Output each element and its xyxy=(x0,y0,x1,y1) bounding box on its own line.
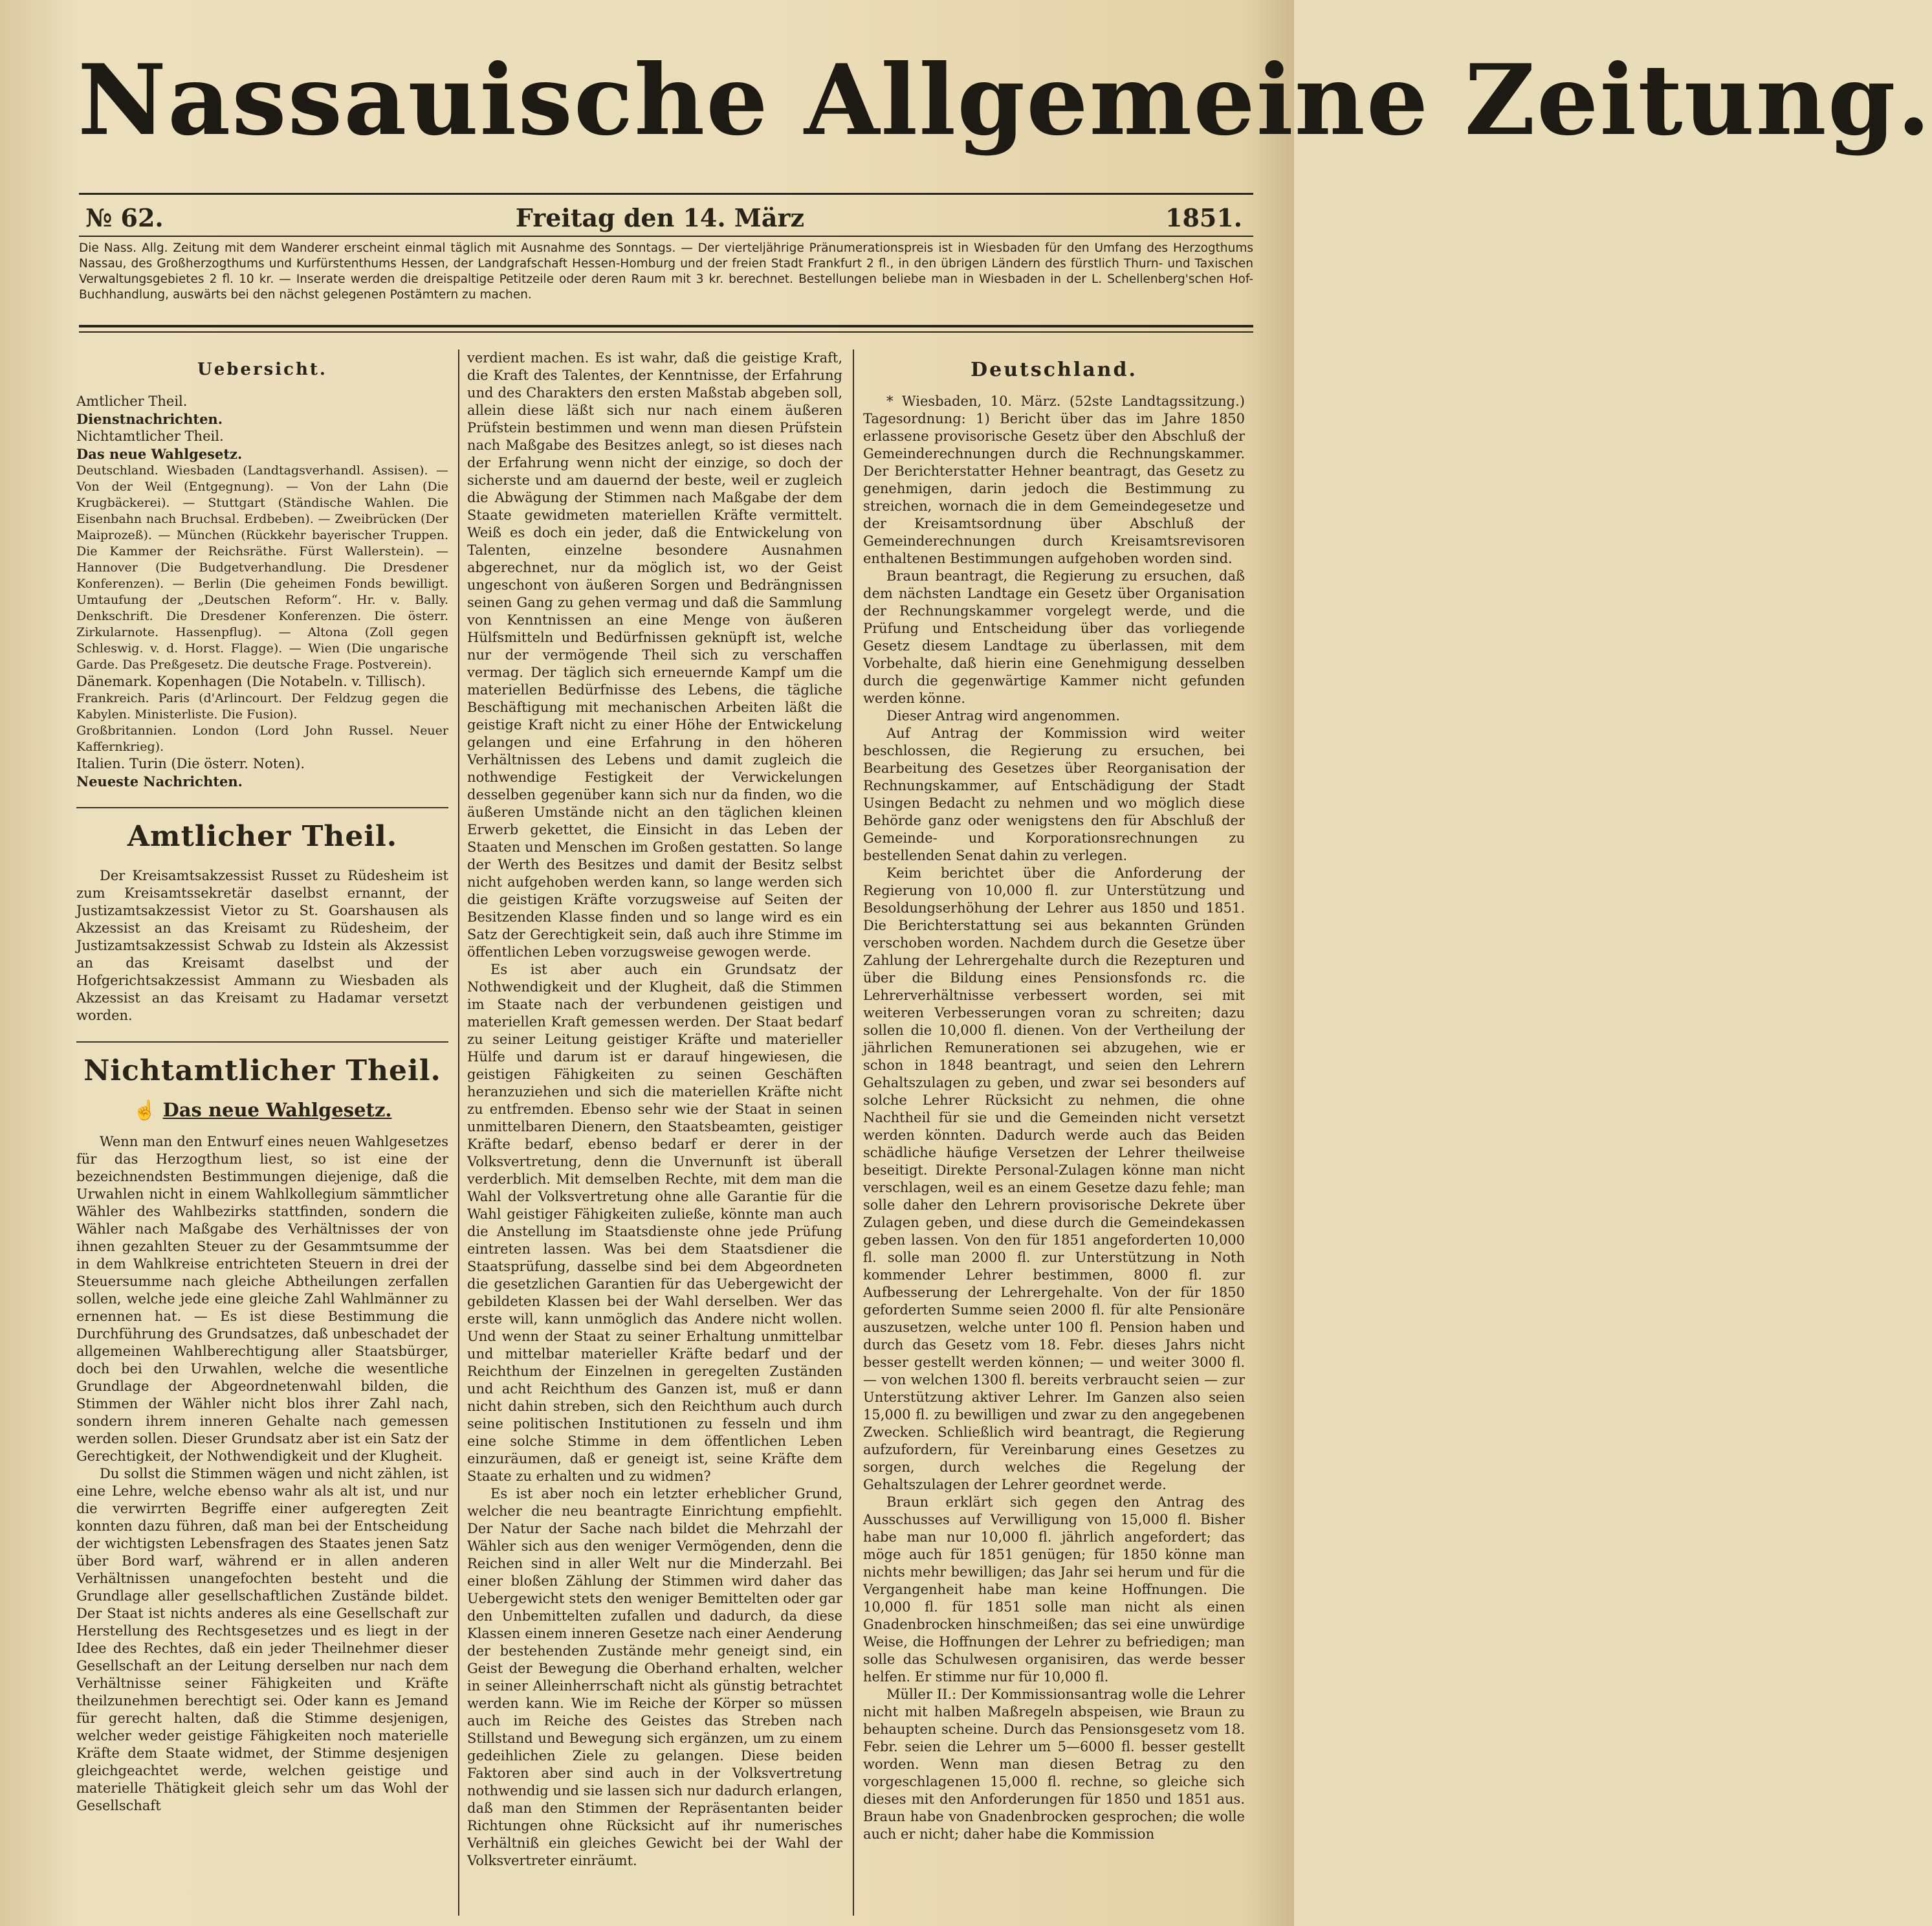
official-section-title: Amtlicher Theil. xyxy=(127,820,398,853)
report-paragraph: Dieser Antrag wird angenommen. xyxy=(886,708,1121,724)
article-title-text: Das neue Wahlgesetz. xyxy=(162,1099,392,1121)
notice-rule-2 xyxy=(79,331,1253,333)
masthead-title: Nassauische Allgemeine Zeitung. xyxy=(78,43,1932,157)
notice-rule-1 xyxy=(79,325,1253,327)
article-title xyxy=(76,1101,448,1119)
official-notice-text: Der Kreisamtsakzessist Russet zu Rüdesheim ist zum Kreisamtssekretär daselbst ernannt, der Justizamtsakzessist Vietor zu St. Goarshausen als Akzessist an das Kreisamt zu Rüdesheim, der Justizamtsakzessist Schwab zu Idstein als Akzessist an das Kreisamt daselbst und der Hofgerichtsakzessist Ammann zu Wiesbaden als Akzessist an das Kreisamt zu Hadamar versetzt worden. xyxy=(76,868,448,1023)
column-1 xyxy=(76,349,448,1916)
issue-number: № 62. xyxy=(85,203,164,232)
dateline-rule xyxy=(79,236,1253,237)
article-paragraph: Du sollst die Stimmen wägen und nicht zählen, ist eine Lehre, welche ebenso wahr als alt ist, und nur die verwirrten Begriffe einer aufgeregten Zeit konnten dazu führen, daß man bei der Entscheidung der wichtigsten Lebensfragen des Staates jenen Satz über Bord warf, während er in allen anderen Verhältnissen unangefochten besteht und die Grundlage aller gesellschaftlichen Zustände bildet. Der Staat ist nichts anderes als eine Gesellschaft zur Herstellung des Rechtsgesetzes und es liegt in der Idee des Rechtes, daß ein jeder Theilnehmer dieser Gesellschaft an der Leitung derselben nur nach dem Verhältnisse seiner Fähigkeiten und Kräfte theilzunehmen berechtigt sei. Oder kann es Jemand für gerecht halten, daß die Stimme desjenigen, welcher weder geistige Fähigkeiten noch materielle Kräfte dem Staate widmet, der Stimme desjenigen gleichgeachtet werde, welchen geistige und materielle Thätigkeit gleich sehr um das Wohl der Gesellschaft xyxy=(76,1466,448,1813)
table-of-contents xyxy=(76,393,448,790)
report-paragraph: Braun beantragt, die Regierung zu ersuchen, daß dem nächsten Landtage ein Gesetz über Organisation der Rechnungskammer vorgelegt werde, und die Prüfung und Entscheidung über das vorliegende Gesetz diesem Landtage zu überlassen, mit dem Vorbehalte, daß hierin eine Genehmigung desselben durch die gegenwärtige Kammer nicht gefunden werden könne. xyxy=(863,568,1245,706)
toc-item: Amtlicher Theil. xyxy=(76,393,188,409)
issue-date: Freitag den 14. März xyxy=(515,203,805,232)
report-paragraph: * Wiesbaden, 10. März. (52ste Landtagssitzung.) Tagesordnung: 1) Bericht über das im Jahre 1850 erlassene provisorische Gesetz über den Abschluß der Gemeinderechnungen durch die Rechnungskammer. Der Berichterstatter Hehner beantragt, das Gesetz zu genehmigen, darin jedoch die Bestimmung zu streichen, wornach die in dem Gemeindegesetze und der Kreisamtsordnung über Abschluß der Gemeinderechnungen durch Kreisamtsrevisoren enthaltenen Bestimmungen aufgehoben worden sind. xyxy=(863,393,1245,566)
toc-item: Das neue Wahlgesetz. xyxy=(76,446,243,462)
article-paragraph: Es ist aber noch ein letzter erheblicher Grund, welcher die neu beantragte Einrichtung empfiehlt. Der Natur der Sache nach bildet die Mehrzahl der Wähler sich aus den weniger Vermögenden, denn die Reichen sind in aller Welt nur die Minderzahl. Bei einer bloßen Zählung der Stimmen wird daher das Uebergewicht stets den weniger Bemittelten oder gar den Unbemittelten zufallen und dadurch, da diese Klassen einem inneren Gesetze nach einer Aenderung der bestehenden Zustände mehr geneigt sind, ein Geist der Bewegung die Oberhand erhalten, welcher in seiner Alleinherrschaft nicht als günstig betrachtet werden kann. Wie im Reiche der Körper so müssen auch im Reiche des Geistes das Streben nach Stillstand und Bewegung sich ergänzen, um zu einem gedeihlichen Ziele zu gelangen. Diese beiden Faktoren aber sind auch in der Volksvertretung nothwendig und sie lassen sich nur dadurch erlangen, daß man den Stimmen der Repräsentanten beider Richtungen ohne Rücksicht auf ihr numerisches Verhältniß ein gleiches Gewicht bei der Wahl der Volksvertreter einräumt. xyxy=(467,1486,842,1868)
report-paragraph: Müller II.: Der Kommissionsantrag wolle die Lehrer nicht mit halben Maßregeln abspeisen, wie Braun zu behaupten scheine. Durch das Pensionsgesetz vom 18. Febr. seien die Lehrer um 5—6000 fl. besser gestellt worden. Wenn man diesen Betrag zu den vorgeschlagenen 15,000 fl. rechne, so gleiche sich dieses mit den Anforderungen für 1850 und 1851 aus. Braun habe von Gnadenbrocken gesprochen; die wolle auch er nicht; daher habe die Kommission xyxy=(863,1687,1245,1842)
nonofficial-section-title: Nichtamtlicher Theil. xyxy=(83,1054,441,1087)
column-divider-2 xyxy=(853,349,854,1916)
toc-item: Großbritannien. London (Lord John Russel. Neuer Kaffernkrieg). xyxy=(76,724,448,754)
report-paragraph: Keim berichtet über die Anforderung der Regierung von 10,000 fl. zur Unterstützung und Besoldungserhöhung der Lehrer aus 1850 und 1851. Die Berichterstattung sei aus bekannten Gründen verschoben worden. Nachdem durch die Gesetze über Zahlung der Lehrergehalte durch die Rezepturen und über die Bildung eines Pensionsfonds rc. die Lehrerverhältnisse verbessert worden, sei mit weiteren Verbesserungen voran zu schreiten; dazu sollen die 10,000 fl. dienen. Von der Vertheilung der jährlichen Remunerationen sei abzugehen, wie er schon in 1848 beantragt, und seien den Lehrern Gehaltszulagen zu geben, und zwar sei besonders auf solche Lehrer Rücksicht zu nehmen, die ohne Nachtheil für sie und die Gemeinden nicht versetzt werden könnten. Dadurch werde auch das Beiden schädliche häufige Versetzen der Lehrer theilweise beseitigt. Direkte Personal-Zulagen könne man nicht verschlagen, weil es an einem Gesetze dazu fehle; man solle daher den Lehrern provisorische Dekrete über Zulagen geben, und diese durch die Gemeindekassen geben lassen. Von den für 1851 angeforderten 10,000 fl. solle man 2000 fl. zur Unterstützung in Noth kommender Lehrer bestimmen, 8000 fl. zur Aufbesserung der Lehrergehalte. Von der für 1850 geforderten Summe seien 2000 fl. für alte Pensionäre auszusetzen, welche unter 100 fl. Pension haben und durch das Gesetz vom 18. Febr. dieses Jahrs nicht besser gestellt werden können; — und weiter 3000 fl. — von welchen 1300 fl. bereits verbraucht seien — zur Unterstützung aktiver Lehrer. Im Ganzen also seien 15,000 fl. zu bewilligen und zwar zu den angegebenen Zwecken. Schließlich wird beantragt, die Regierung aufzufordern, für Vereinbarung eines Gesetzes zu sorgen, durch welches die Regelung der Gehaltszulagen der Lehrer geordnet werde. xyxy=(863,865,1245,1492)
column-divider-1 xyxy=(458,349,459,1916)
hand-pointer-icon: ☝ xyxy=(133,1099,157,1121)
toc-item: Frankreich. Paris (d'Arlincourt. Der Feldzug gegen die Kabylen. Ministerliste. Die Fusion). xyxy=(76,691,448,722)
report-paragraph: Auf Antrag der Kommission wird weiter beschlossen, die Regierung zu ersuchen, bei Bearbeitung des Gesetzes über Reorganisation der Rechnungskammer, auf Entschädigung der Stadt Usingen Bedacht zu nehmen und wo möglich diese Behörde ganz oder wenigstens den für Abschluß der Gemeinde- und Korporationsrechnungen zu bestellenden Senat dahin zu verlegen. xyxy=(863,725,1245,863)
subscription-notice: Die Nass. Allg. Zeitung mit dem Wanderer erscheint einmal täglich mit Ausnahme des Sonntags. — Der vierteljährige Pränumerationspreis ist in Wiesbaden für den Umfang des Herzogthums Nassau, des Großherzogthums und Kurfürstenthums Hessen, der Landgrafschaft Hessen-Homburg und der freien Stadt Frankfurt 2 fl., in den übrigen Ländern des fürstlich Thurn- und Taxischen Verwaltungsgebietes 2 fl. 10 kr. — Inserate werden die dreispaltige Petitzeile oder deren Raum mit 3 kr. berechnet. Bestellungen beliebe man in Wiesbaden in der L. Schellenberg'schen Hof-Buchhandlung, auswärts bei den nächst gelegenen Postämtern zu machen. xyxy=(79,241,1253,302)
article-paragraph: verdient machen. Es ist wahr, daß die geistige Kraft, die Kraft des Talentes, der Kenntnisse, der Erfahrung und des Charakters den ersten Maßstab abgeben soll, allein diese läßt sich nur nach einem äußeren Prüfstein bestimmen und wenn man diesen Prüfstein nach Maßgabe des Besitzes anlegt, so ist dieses nach der Erfahrung wenn nicht der einzige, so doch der sicherste und am dauernd der beste, weil er zugleich die Abwägung der Stimmen nach Maßgabe der dem Staate gewidmeten materiellen Kräfte vermittelt. Weiß es doch ein jeder, daß die Entwickelung von Talenten, einzelne besondere Ausnahmen abgerechnet, nur da möglich ist, wo der Geist ungeschont von äußeren Sorgen und Bedrängnissen seinen Gang zu gehen vermag und daß die Sammlung von Kenntnissen an eine Menge von äußeren Hülfsmitteln und Bedürfnissen geknüpft ist, welche nur der vermögende Theil sich zu verschaffen vermag. Der täglich sich erneuernde Kampf um die materiellen Bedürfnisse des Lebens, die tägliche Beschäftigung mit mechanischen Arbeiten läßt die geistige Kraft nicht zu einer Höhe der Entwickelung gelangen und eine Erfahrung in den höheren Verhältnissen des Lebens und damit zugleich die nothwendige Festigkeit der Verwickelungen desselben gegenüber kann sich nur da finden, wo die äußeren Umstände nicht an den täglichen kleinen Erwerb gekettet, die Einsicht in das Leben der Staaten und Menschen im Großen gestatten. So lange der Werth des Besitzes und damit der Besitz selbst nicht aufgehoben werden kann, so lange werden sich die geistigen Kräfte vorzugsweise auf Seiten der Besitzenden Klasse finden und so lange wird es ein Satz der Gerechtigkeit sein, daß auch ihre Stimme im öffentlichen Leben vorzugsweise gewogen werde. xyxy=(467,350,842,960)
toc-item: Neueste Nachrichten. xyxy=(76,773,243,790)
masthead-rule-top xyxy=(79,193,1253,195)
toc-item: Nichtamtlicher Theil. xyxy=(76,428,224,444)
column-2 xyxy=(467,349,842,1916)
issue-year: 1851. xyxy=(1165,203,1242,232)
toc-item: Dienstnachrichten. xyxy=(76,411,223,427)
report-paragraph: Braun erklärt sich gegen den Antrag des Ausschusses auf Verwilligung von 15,000 fl. Bisher habe man nur 10,000 fl. jährlich angefordert; das möge auch für 1851 genügen; für 1850 könne man nichts mehr bewilligen; das Jahr sei herum und für die Vergangenheit habe man keine Hoffnungen. Die 10,000 fl. für 1851 solle man nicht als einen Gnadenbrocken hinschmeißen; das sei eine unwürdige Weise, die Hoffnungen der Lehrer zu befriedigen; man solle das Schulwesen organisiren, das werde besser helfen. Er stimme nur für 10,000 fl. xyxy=(863,1494,1245,1685)
section-divider xyxy=(76,1041,448,1043)
toc-item: Deutschland. Wiesbaden (Landtagsverhandl. Assisen). — Von der Weil (Entgegnung). — Von der Lahn (Die Krugbäckerei). — Stuttgart (Ständische Wahlen. Die Eisenbahn nach Bruchsal. Erdbeben). — Zweibrücken (Der Maiprozeß). — München (Rückkehr bayerischer Truppen. Die Kammer der Reichsräthe. Fürst Wallerstein). — Hannover (Die Budgetverhandlung. Die Dresdener Konferenzen). — Berlin (Die geheimen Fonds bewilligt. Umtaufung der „Deutschen Reform“. Hr. v. Bally. Denkschrift. Die Dresdener Konferenzen. Die österr. Zirkularnote. Hassenpflug). — Altona (Zoll gegen Schleswig. v. d. Horst. Flagge). — Wien (Die ungarische Garde. Das Preßgesetz. Die deutsche Frage. Postverein). xyxy=(76,463,448,672)
article-paragraph: Wenn man den Entwurf eines neuen Wahlgesetzes für das Herzogthum liest, so ist eine der bezeichnendsten Bestimmungen diejenige, daß die Urwahlen nicht in einem Wahlkollegium sämmtlicher Wähler des Wahlbezirks stattfinden, sondern die Wähler nach Maßgabe des Verhältnisses der von ihnen gezahlten Steuer zu der Gesammtsumme der in dem Wahlkreise entrichteten Steuern in drei der Steuersumme nach gleiche Abtheilungen zerfallen sollen, welche jede eine gleiche Zahl Wahlmänner zu ernennen hat. — Es ist diese Bestimmung die Durchführung des Grundsatzes, daß unbeschadet der allgemeinen Wahlberechtigung aller Staatsbürger, doch bei den Urwahlen, welche die wesentliche Grundlage der Abgeordnetenwahl bilden, die Stimmen der Wähler nicht blos ihrer Zahl nach, sondern ihrem inneren Gehalte nach gemessen werden sollen. Dieser Grundsatz aber ist ein Satz der Gerechtigkeit, der Nothwendigkeit und der Klugheit. xyxy=(76,1134,448,1464)
toc-item: Dänemark. Kopenhagen (Die Notabeln. v. Tillisch). xyxy=(76,674,426,689)
column-3 xyxy=(863,349,1245,1916)
overview-title: Uebersicht. xyxy=(197,360,327,379)
toc-item: Italien. Turin (Die österr. Noten). xyxy=(76,756,305,771)
article-paragraph: Es ist aber auch ein Grundsatz der Nothwendigkeit und der Klugheit, daß die Stimmen im Staate nach der verbundenen geistigen und materiellen Kraft gemessen werden. Der Staat bedarf zu seiner Leitung geistiger Kräfte und materieller Hülfe und darum ist er darauf hingewiesen, die geistigen Fähigkeiten zu seinen Geschäften heranzuziehen und sich die materiellen Kräfte nicht zu entfremden. Ebenso sehr wie der Staat in seinen unmittelbaren Dienern, den Staatsbeamten, geistiger Kräfte bedarf, ebenso bedarf er derer in der Volksvertretung, denn die Unvernunft ist überall verderblich. Mit demselben Rechte, mit dem man die Wahl der Volksvertretung ohne alle Garantie für die Wahl geistiger Fähigkeiten zuließe, könnte man auch die Anstellung im Staatsdienste ohne jede Prüfung eintreten lassen. Was bei dem Staatsdiener die Staatsprüfung, dasselbe sind bei dem Abgeordneten die gesetzlichen Garantien für das Uebergewicht der gebildeten Klassen bei der Wahl derselben. Wer das erste will, kann unmöglich das Andere nicht wollen. Und wenn der Staat zu seiner Erhaltung unmittelbar und mittelbar materieller Kräfte bedarf und der Reichthum der Einzelnen in geregelten Zuständen und acht Reichthum des Ganzen ist, muß er dann nicht dahin streben, sich den Reichthum auch durch seine politischen Institutionen zu fesseln und ihm eine solche Stimme in dem öffentlichen Leben einzuräumen, daß er geneigt ist, seine Kräfte dem Staate zu erhalten und zu widmen? xyxy=(467,962,842,1484)
germany-section-title: Deutschland. xyxy=(971,359,1137,381)
section-divider xyxy=(76,807,448,808)
